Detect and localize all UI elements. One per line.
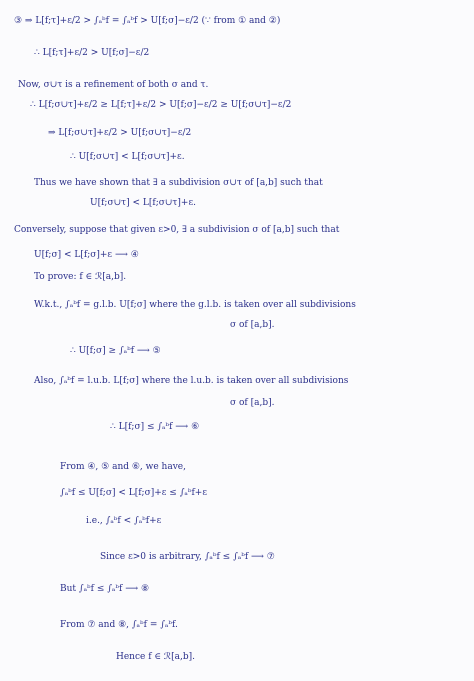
proof-line-17: ∴ L[f;σ] ≤ ∫ₐᵇf ⟶ ⑥ (110, 422, 200, 432)
proof-line-22: But ∫ₐᵇf ≤ ∫ₐᵇf ⟶ ⑧ (60, 584, 150, 594)
proof-line-6: ∴ U[f;σ∪τ] < L[f;σ∪τ]+ε. (70, 152, 185, 162)
proof-line-15: Also, ∫ₐᵇf = l.u.b. L[f;σ] where the l.u.b. is taken over all subdivisions (34, 376, 349, 386)
proof-line-10: U[f;σ] < L[f;σ]+ε ⟶ ④ (34, 250, 139, 260)
proof-line-18: From ④, ⑤ and ⑥, we have, (60, 462, 186, 472)
proof-line-23: From ⑦ and ⑧, ∫ₐᵇf = ∫ₐᵇf. (60, 620, 178, 630)
proof-line-21: Since ε>0 is arbitrary, ∫ₐᵇf ≤ ∫ₐᵇf ⟶ ⑦ (100, 552, 275, 562)
proof-line-24: Hence f ∈ ℛ[a,b]. (116, 652, 195, 662)
proof-line-12: W.k.t., ∫ₐᵇf = g.l.b. U[f;σ] where the g.l.b. is taken over all subdivisions (34, 300, 356, 310)
proof-line-1: ③ ⇒ L[f;τ]+ε/2 > ∫ₐᵇf = ∫ₐᵇf > U[f;σ]−ε/2 (∵ from ① and ②) (14, 16, 281, 26)
proof-line-16: σ of [a,b]. (230, 398, 275, 408)
proof-line-19: ∫ₐᵇf ≤ U[f;σ] < L[f;σ]+ε ≤ ∫ₐᵇf+ε (60, 488, 207, 498)
proof-line-2: ∴ L[f;τ]+ε/2 > U[f;σ]−ε/2 (34, 48, 150, 58)
proof-line-14: ∴ U[f;σ] ≥ ∫ₐᵇf ⟶ ⑤ (70, 346, 161, 356)
proof-line-11: To prove: f ∈ ℛ[a,b]. (34, 272, 127, 282)
proof-line-5: ⇒ L[f;σ∪τ]+ε/2 > U[f;σ∪τ]−ε/2 (48, 128, 192, 138)
proof-line-4: ∴ L[f;σ∪τ]+ε/2 ≥ L[f;τ]+ε/2 > U[f;σ]−ε/2 ≥ U[f;σ∪τ]−ε/2 (30, 100, 292, 110)
proof-line-3: Now, σ∪τ is a refinement of both σ and τ. (18, 80, 209, 90)
proof-line-7: Thus we have shown that ∃ a subdivision σ∪τ of [a,b] such that (34, 178, 323, 188)
proof-line-9: Conversely, suppose that given ε>0, ∃ a subdivision σ of [a,b] such that (14, 225, 340, 235)
proof-line-20: i.e., ∫ₐᵇf < ∫ₐᵇf+ε (86, 516, 162, 526)
proof-line-8: U[f;σ∪τ] < L[f;σ∪τ]+ε. (90, 198, 196, 208)
proof-line-13: σ of [a,b]. (230, 320, 275, 330)
